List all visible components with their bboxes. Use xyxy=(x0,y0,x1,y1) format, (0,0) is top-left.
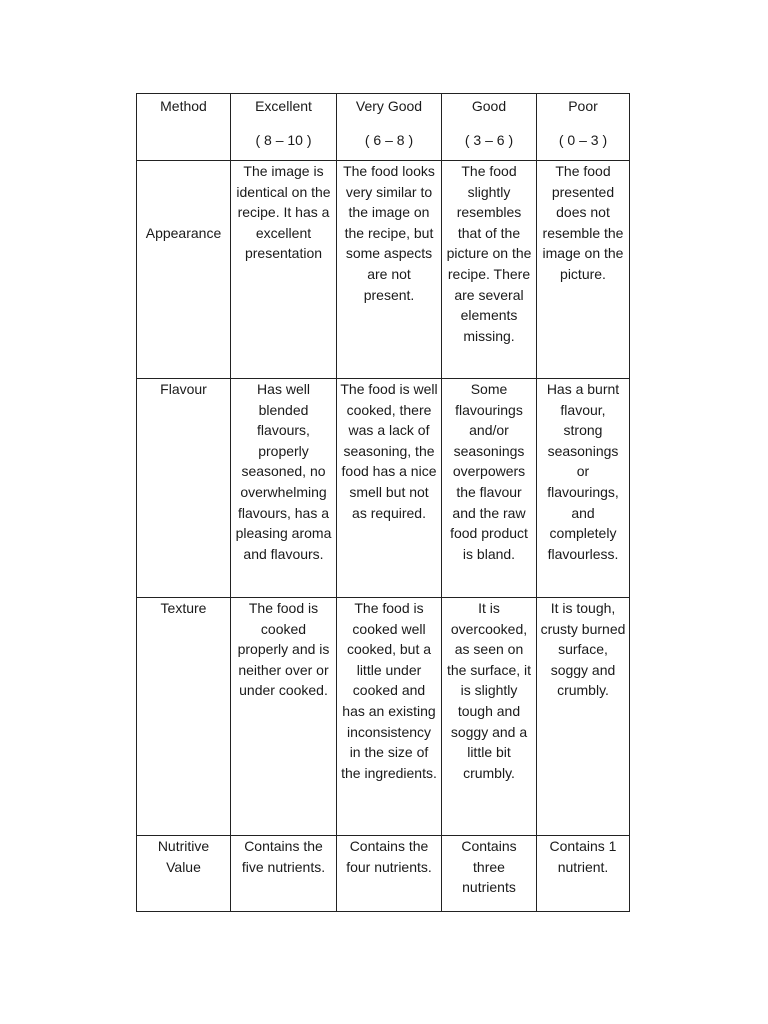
table-cell xyxy=(442,598,537,836)
header-level-label: Good xyxy=(471,98,507,114)
table-row-appearance xyxy=(137,161,630,379)
header-level-label: Very Good xyxy=(355,98,423,114)
table-cell xyxy=(337,836,442,912)
method-cell-nutritive-value xyxy=(137,836,231,912)
method-cell-flavour xyxy=(137,379,231,598)
table-row-nutritive-value xyxy=(137,836,630,912)
table-cell xyxy=(442,379,537,598)
method-label: Appearance xyxy=(145,225,222,241)
table-row-flavour xyxy=(137,379,630,598)
table-cell xyxy=(537,598,630,836)
table-cell xyxy=(537,161,630,379)
table-cell xyxy=(537,379,630,598)
table-cell xyxy=(231,836,337,912)
cell-text: It is overcooked, as seen on the surface, it is slightly tough and soggy and a little bit crumbly. xyxy=(446,600,532,781)
table-cell xyxy=(337,598,442,836)
table-cell xyxy=(231,379,337,598)
method-label: Texture xyxy=(160,600,207,616)
method-cell-appearance xyxy=(137,161,231,379)
cell-text: Contains the four nutrients. xyxy=(346,838,432,875)
cell-text: The image is identical on the recipe. It has a excellent presentation xyxy=(236,163,331,262)
cell-text: Contains the five nutrients. xyxy=(241,838,326,875)
table-cell xyxy=(337,379,442,598)
cell-text: The food is cooked well cooked, but a little under cooked and has an existing inconsistency in the size of the ingredients. xyxy=(341,600,437,781)
cell-text: Contains three nutrients xyxy=(461,838,517,896)
cell-text: The food is well cooked, there was a lack of seasoning, the food has a nice smell but not as required. xyxy=(340,381,438,521)
header-row xyxy=(137,94,630,161)
header-level-label: Excellent xyxy=(255,98,312,114)
header-very-good-cell xyxy=(337,94,442,161)
table-cell xyxy=(442,161,537,379)
header-method-label: Method xyxy=(160,98,207,114)
header-level-range: ( 6 – 8 ) xyxy=(364,131,414,148)
cell-text: The food looks very similar to the image on the recipe, but some aspects are not present. xyxy=(343,163,435,303)
cell-text: It is tough, crusty burned surface, soggy and crumbly. xyxy=(540,600,626,699)
method-cell-texture xyxy=(137,598,231,836)
header-level-range: ( 3 – 6 ) xyxy=(464,131,514,148)
header-method-cell xyxy=(137,94,231,161)
header-level-label: Poor xyxy=(568,98,598,114)
table-row-texture xyxy=(137,598,630,836)
table-cell xyxy=(231,598,337,836)
table-cell xyxy=(337,161,442,379)
cell-text: Contains 1 nutrient. xyxy=(549,838,617,875)
cell-text: The food slightly resembles that of the picture on the recipe. There are several elements missing. xyxy=(446,163,532,344)
cell-text: The food is cooked properly and is neither over or under cooked. xyxy=(237,600,330,699)
table-cell xyxy=(537,836,630,912)
rubric-table xyxy=(136,93,630,912)
header-level-range: ( 0 – 3 ) xyxy=(558,131,608,148)
cell-text: Has well blended flavours, properly seasoned, no overwhelming flavours, has a pleasing aroma and flavours. xyxy=(235,381,332,562)
header-poor-cell xyxy=(537,94,630,161)
table-cell xyxy=(231,161,337,379)
method-label: Flavour xyxy=(160,381,207,397)
cell-text: Some flavourings and/or seasonings overpowers the flavour and the raw food product is bland. xyxy=(450,381,528,562)
cell-text: Has a burnt flavour, strong seasonings or flavourings, and completely flavourless. xyxy=(546,381,620,562)
table-cell xyxy=(442,836,537,912)
header-good-cell xyxy=(442,94,537,161)
cell-text: The food presented does not resemble the image on the picture. xyxy=(542,163,624,282)
header-excellent-cell xyxy=(231,94,337,161)
method-label: Nutritive Value xyxy=(157,838,210,875)
header-level-range: ( 8 – 10 ) xyxy=(255,131,312,148)
